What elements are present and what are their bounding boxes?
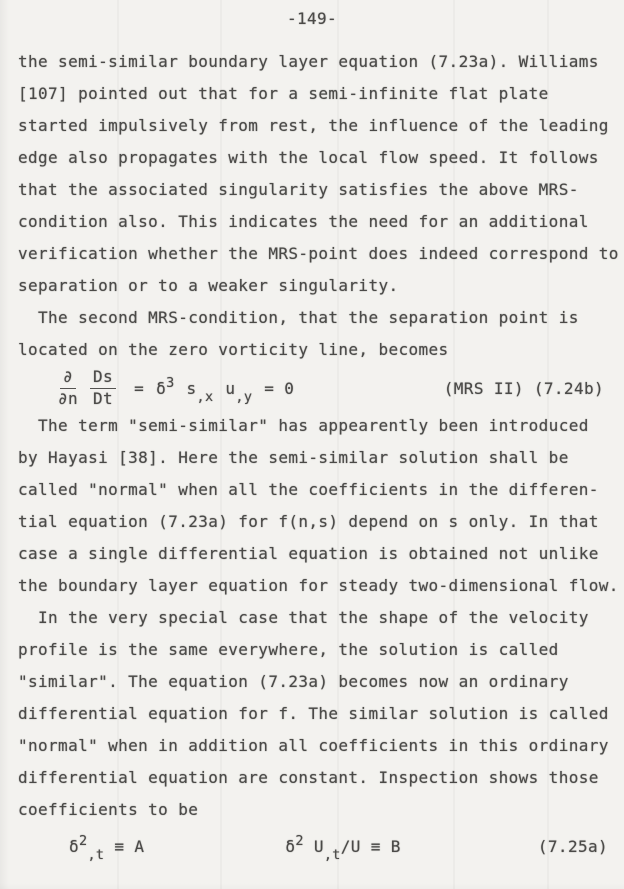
superscript: 2: [79, 832, 88, 849]
fraction-denominator: Dt: [93, 388, 114, 408]
subscript: ,t: [87, 846, 105, 863]
fraction-denominator: ∂n: [58, 388, 79, 408]
text-line: profile is the same everywhere, the solution is called: [18, 640, 559, 659]
text-line: the boundary layer equation for steady two-dimensional flow.: [18, 576, 619, 595]
delta-symbol: δ: [156, 378, 167, 398]
text-line: called "normal" when all the coefficients in the differen-: [18, 480, 599, 499]
text-line: "similar". The equation (7.23a) becomes now an ordinary: [18, 672, 569, 691]
equation-mrs2: [18, 366, 608, 410]
over-u-equiv-b: /U ≡ B: [340, 836, 401, 856]
superscript: 2: [295, 832, 304, 849]
equation-label: (7.25a): [537, 836, 608, 856]
page-number: -149-: [286, 9, 338, 28]
paragraph-block-2: [18, 410, 619, 826]
equals-zero: = 0: [264, 378, 295, 398]
delta-symbol: δ: [69, 836, 80, 856]
text-line: verification whether the MRS-point does indeed correspond to: [18, 244, 619, 263]
s-x-term: [186, 378, 214, 405]
u-symbol: U: [303, 836, 324, 856]
delta-symbol: δ: [285, 836, 296, 856]
coefficient-b-term: [285, 832, 401, 863]
subscript: ,x: [196, 388, 214, 405]
s-symbol: s: [186, 378, 197, 398]
text-line: separation or to a weaker singularity.: [18, 276, 399, 295]
text-line: located on the zero vorticity line, becomes: [18, 340, 449, 359]
fraction-d-dn: [58, 369, 78, 407]
text-line: coefficients to be: [18, 800, 199, 819]
subscript: ,t: [323, 846, 341, 863]
equation-coefficients: [18, 826, 608, 866]
text-line: differential equation are constant. Inspection shows those: [18, 768, 599, 787]
equals-sign: =: [134, 378, 145, 398]
text-line: The term "semi-similar" has appearently been introduced: [18, 416, 589, 435]
equiv-a: ≡ A: [104, 836, 145, 856]
paragraph-block-1: [18, 46, 619, 366]
fraction-numerator: ∂: [60, 369, 76, 388]
text-line: In the very special case that the shape of the velocity: [18, 608, 589, 627]
text-line: by Hayasi [38]. Here the semi-similar solution shall be: [18, 448, 569, 467]
text-line: edge also propagates with the local flow speed. It follows: [18, 148, 599, 167]
fraction-ds-dt: [90, 369, 116, 407]
fraction-numerator: Ds: [90, 369, 116, 388]
coefficient-a-term: [69, 832, 145, 863]
text-line: the semi-similar boundary layer equation (7.23a). Williams: [18, 52, 599, 71]
text-line: started impulsively from rest, the influence of the leading: [18, 116, 609, 135]
u-symbol: u: [225, 378, 236, 398]
text-line: tial equation (7.23a) for f(n,s) depend on s only. In that: [18, 512, 599, 531]
delta-cubed-term: [156, 374, 175, 398]
text-line: "normal" when in addition all coefficients in this ordinary: [18, 736, 609, 755]
page-body: [18, 46, 619, 866]
subscript: ,y: [235, 388, 253, 405]
text-line: differential equation for f. The similar solution is called: [18, 704, 609, 723]
text-line: condition also. This indicates the need for an additional: [18, 212, 589, 231]
text-line: The second MRS-condition, that the separation point is: [18, 308, 579, 327]
u-y-term: [225, 378, 253, 405]
text-line: that the associated singularity satisfies the above MRS-: [18, 180, 579, 199]
text-line: [107] pointed out that for a semi-infinite flat plate: [18, 84, 549, 103]
text-line: case a single differential equation is obtained not unlike: [18, 544, 599, 563]
equation-label: (MRS II) (7.24b): [443, 378, 604, 398]
superscript: 3: [166, 374, 175, 391]
